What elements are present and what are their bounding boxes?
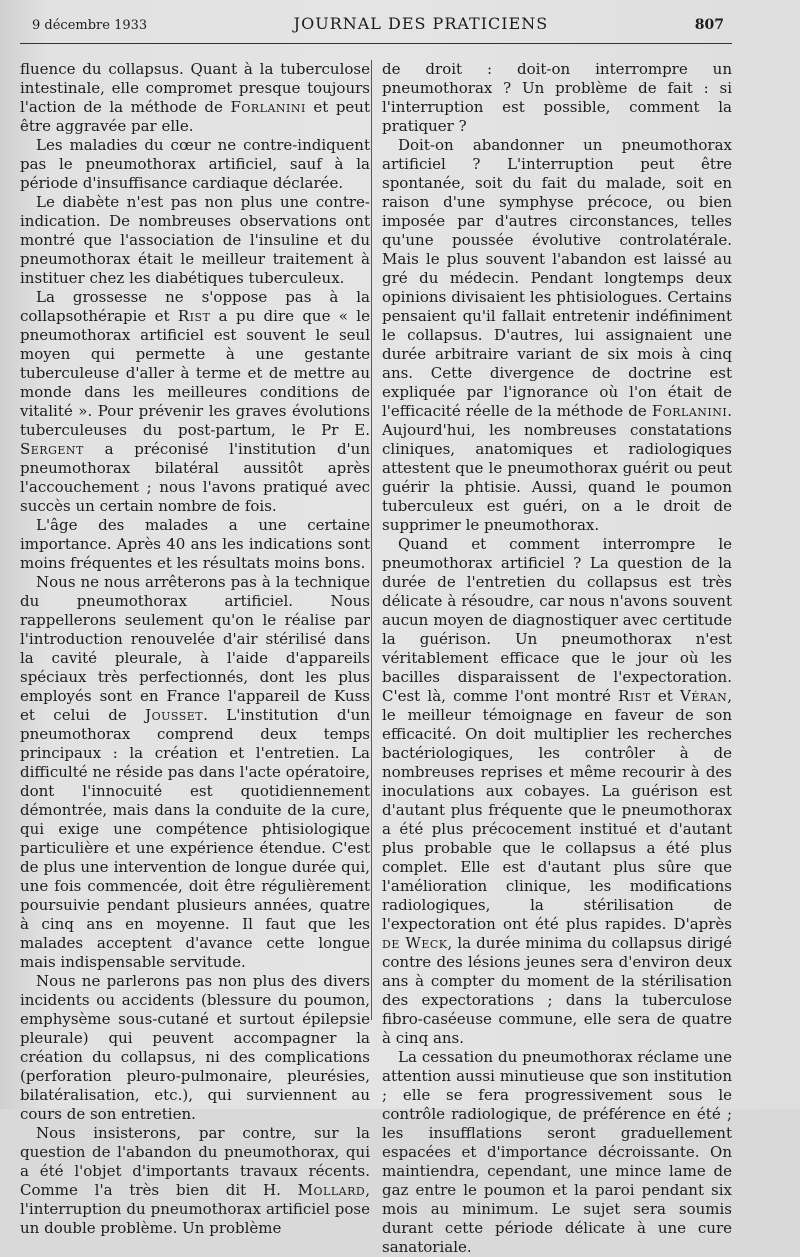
author-name: Mollard [297, 1181, 366, 1199]
paragraph [20, 573, 370, 972]
text-run: et peut être aggravée par elle. [20, 98, 370, 135]
right-column [382, 60, 732, 1257]
paragraph [382, 136, 732, 535]
paragraph: La cessation du pneumothorax réclame une attention aussi minutieuse que son institution ; elle se fera progressivement sous le contrôle radiologique, de préférence en été ; les insufflations seront graduellement espacées et d'importance décroissante. On maintiendra, cependant, une mince lame de gaz entre le poumon et la paroi pendant six mois au minimum. Le sujet sera soumis durant cette période délicate à une cure sanatoriale. [382, 1048, 732, 1256]
column-divider [371, 60, 372, 1020]
paragraph [20, 60, 370, 136]
page-header [32, 14, 724, 38]
text-run: Nous insisterons, par contre, sur la question de l'abandon du pneumothorax, qui a été l'objet d'importants travaux récents. Comme l'a très bien dit H. [20, 1124, 370, 1199]
author-name: Rist [177, 307, 211, 325]
paragraph [382, 535, 732, 1048]
text-run: et [650, 687, 680, 705]
text-run: a préconisé l'institution d'un pneumothorax bilatéral aussitôt après l'accouchement ; nous l'avons pratiqué avec succès un certain nombre de fois. [20, 440, 370, 515]
paragraph: L'âge des malades a une certaine importance. Après 40 ans les indications sont moins fréquentes et les résultats moins bons. [20, 516, 370, 572]
text-run: Quand et comment interrompre le pneumothorax artificiel ? La question de la durée de l'entretien du collapsus est très délicate à résoudre, car nous n'avons souvent aucun moyen de diagnostiquer avec certitude la guérison. Un pneumothorax n'est véritablement efficace que le jour où les bacilles disparaissent de l'expectoration. C'est là, comme l'ont montré [382, 535, 732, 705]
header-rule [20, 43, 732, 44]
paragraph: Les maladies du cœur ne contre-indiquent pas le pneumothorax artificiel, sauf à la période d'insuffisance cardiaque déclarée. [20, 136, 370, 192]
issue-date: 9 décembre 1933 [32, 18, 148, 33]
paragraph: de droit : doit-on interrompre un pneumothorax ? Un problème de fait : si l'interruption est possible, comment la pratiquer ? [382, 60, 732, 135]
text-run: a pu dire que « le pneumothorax artificiel est souvent le seul moyen qui permette à une gestante tuberculeuse d'aller à terme et de mettre au monde dans les meilleures conditions de vitalité ». Pour prévenir les graves évolutions tuberculeuses du post-partum, le Pr E. [20, 307, 370, 439]
text-run: Nous ne nous arrêterons pas à la technique du pneumothorax artificiel. Nous rappellerons seulement qu'on le réalise par l'introduction renouvelée d'air stérilisé dans la cavité pleurale, à l'aide d'appareils spéciaux très perfectionnés, dont les plus employés sont en France l'appareil de Kuss et celui de [20, 573, 370, 724]
left-column [20, 60, 370, 1238]
text-run: . Aujourd'hui, les nombreuses constatations cliniques, anatomiques et radiologiques attestent que le pneumothorax guérit ou peut guérir la phtisie. Aussi, quand le poumon tuberculeux est guéri, on a le droit de supprimer le pneumothorax. [382, 402, 732, 534]
paragraph: Le diabète n'est pas non plus une contre-indication. De nombreuses observations ont montré que l'association de l'insuline et du pneumothorax était le meilleur traitement à instituer chez les diabétiques tuberculeux. [20, 193, 370, 287]
text-run: , la durée minima du collapsus dirigé contre des lésions jeunes sera d'environ deux ans à compter du moment de la stérilisation des expectorations ; dans la tuberculose fibro-caséeuse commune, elle sera de quatre à cinq ans. [382, 934, 733, 1047]
author-name: Véran [679, 687, 728, 705]
text-run: La grossesse ne s'oppose pas à la collapsothérapie et [20, 288, 370, 325]
author-name: Forlanini [651, 402, 728, 420]
paragraph: Nous ne parlerons pas non plus des divers incidents ou accidents (blessure du poumon, emphysème sous-cutané et surtout épilepsie pleurale) qui peuvent accompagner la création du collapsus, ni des complications (perforation pleuro-pulmonaire, pleurésies, bilatéralisation, etc.), qui surviennent au cours de son entretien. [20, 972, 370, 1123]
text-run: , l'interruption du pneumothorax artificiel pose un double problème. Un problème [20, 1181, 370, 1237]
text-run: . L'institution d'un pneumothorax comprend deux temps principaux : la création et l'entretien. La difficulté ne réside pas dans l'acte opératoire, dont l'innocuité est quotidiennement démontrée, mais dans la conduite de la cure, qui exige une compétence phtisiologique particulière et une expérience étendue. C'est de plus une intervention de longue durée qui, une fois commencée, doit être régulièrement poursuivie pendant plusieurs années, quatre à cinq ans en moyenne. Il faut que les malades acceptent d'avance cette longue mais indispensable servitude. [20, 706, 370, 971]
author-name: Forlanini [230, 98, 306, 116]
author-name: Rist [618, 687, 651, 705]
page-number: 807 [694, 17, 724, 33]
paragraph [20, 288, 370, 516]
journal-title: JOURNAL DES PRATICIENS [293, 14, 549, 33]
text-run: Doit-on abandonner un pneumothorax artificiel ? L'interruption peut être spontanée, soit du fait du malade, soit en raison d'une symphyse précoce, ou bien imposée par d'autres circonstances, telles qu'une poussée évolutive controlatérale. Mais le plus souvent l'abandon est laissé au gré du médecin. Pendant longtemps deux opinions divisaient les phtisiologues. Certains pensaient qu'il fallait entretenir indéfiniment le collapsus. D'autres, lui assignaient une durée arbitraire variant de six mois à cinq ans. Cette divergence de doctrine est expliquée par l'ignorance où l'on était de l'efficacité réelle de la méthode de [382, 136, 732, 420]
text-run: , le meilleur témoignage en faveur de son efficacité. On doit multiplier les recherches bactériologiques, les contrôler à de nombreuses reprises et même recourir à des inoculations aux cobayes. La guérison est d'autant plus fréquente que le pneumothorax a été plus précocement institué et d'autant plus probable que le collapsus a été plus complet. Elle est d'autant plus sûre que l'amélioration clinique, les modifications radiologiques, la stérilisation de l'expectoration ont été plus rapides. D'après [382, 687, 732, 933]
author-name: de Weck [382, 934, 448, 952]
paragraph [20, 1124, 370, 1238]
text-run: fluence du collapsus. Quant à la tuberculose intestinale, elle compromet presque toujours l'action de la méthode de [20, 60, 370, 116]
author-name: Jousset [145, 706, 204, 724]
author-name: Sergent [20, 440, 84, 458]
